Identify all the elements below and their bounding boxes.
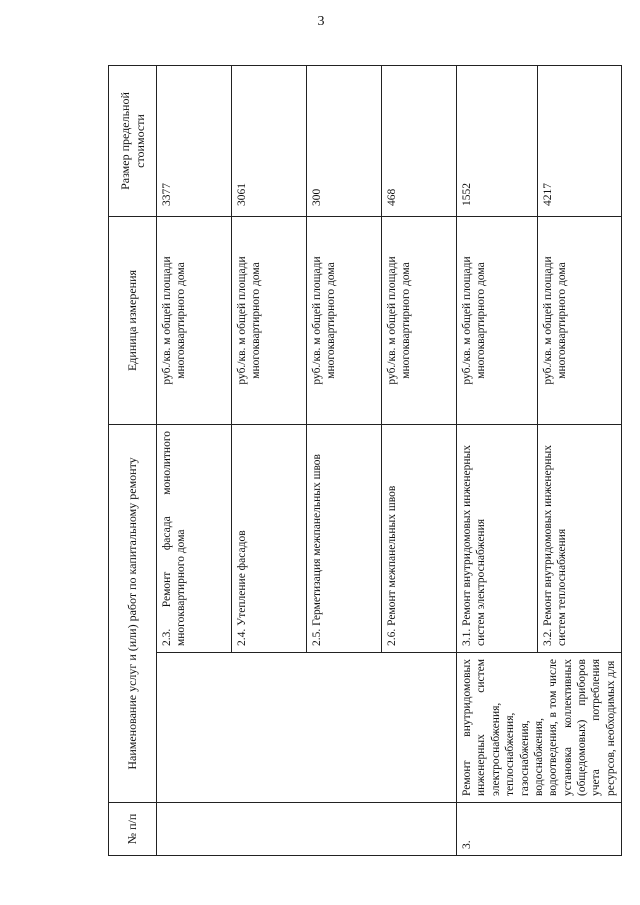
unit-cell: руб./кв. м общей площади многоквартирного дома	[157, 217, 232, 425]
header-unit: Единица измерения	[109, 217, 157, 425]
section-name: Ремонт внутридомовых инженерных систем электроснабжения, теплоснабжения, газоснабжения, водоснабжения, водоотведения, в том числе установка коллективных (общедомовых) приборов учета потребления ресурсов, необходимых для	[457, 653, 622, 803]
header-name: Наименование услуг и (или) работ по капитальному ремонту	[109, 425, 157, 803]
cost-cell: 468	[382, 66, 457, 217]
unit-cell: руб./кв. м общей площади многоквартирного дома	[537, 217, 621, 425]
header-cost: Размер предельной стоимости	[109, 66, 157, 217]
subitem-name: 2.4. Утепление фасадов	[232, 425, 307, 653]
header-num: № п/п	[109, 803, 157, 856]
row-name-empty	[157, 653, 457, 803]
cost-cell: 3377	[157, 66, 232, 217]
cost-cell: 4217	[537, 66, 621, 217]
page-number: 3	[317, 14, 325, 29]
unit-cell: руб./кв. м общей площади многоквартирного дома	[457, 217, 538, 425]
table-header-row	[109, 66, 157, 856]
subitem-name: 2.5. Герметизация межпанельных швов	[307, 425, 382, 653]
cost-cell: 300	[307, 66, 382, 217]
cost-cell: 1552	[457, 66, 538, 217]
unit-cell: руб./кв. м общей площади многоквартирного дома	[382, 217, 457, 425]
unit-cell: руб./кв. м общей площади многоквартирного дома	[232, 217, 307, 425]
rotated-table-container	[108, 66, 617, 856]
row-num-empty	[157, 803, 457, 856]
section-num: 3.	[457, 803, 622, 856]
subitem-name: 2.3. Ремонт фасада монолитного многоквартирного дома	[157, 425, 232, 653]
capital-repair-cost-table	[108, 65, 622, 856]
cost-cell: 3061	[232, 66, 307, 217]
subitem-name: 2.6. Ремонт межпанельных швов	[382, 425, 457, 653]
subitem-name: 3.1. Ремонт внутридомовых инженерных систем электроснабжения	[457, 425, 538, 653]
subitem-name: 3.2. Ремонт внутридомовых инженерных систем теплоснабжения	[537, 425, 621, 653]
unit-cell: руб./кв. м общей площади многоквартирного дома	[307, 217, 382, 425]
table-row	[457, 66, 538, 856]
table-row	[157, 66, 232, 856]
